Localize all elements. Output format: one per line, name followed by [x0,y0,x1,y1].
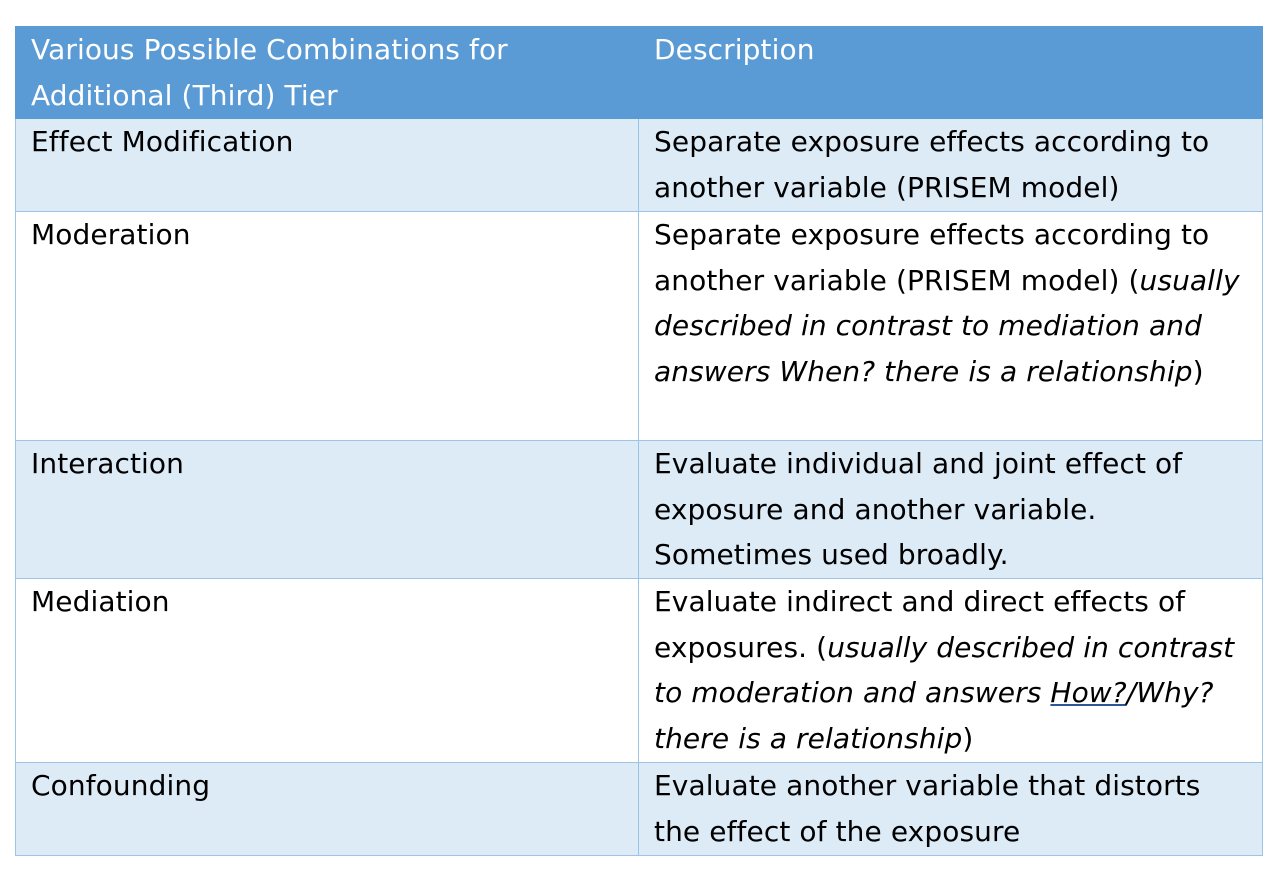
table-row [16,579,1263,763]
description-text: Separate exposure effects according to another variable (PRISEM model) [654,125,1210,204]
description-close-paren: ) [962,721,974,755]
header-cell-combinations: Various Possible Combinations for Additional (Third) Tier [16,27,639,119]
table-row [16,119,1263,212]
description-text: Separate exposure effects according to another variable (PRISEM model) [654,218,1210,297]
description-cell [639,441,1263,579]
description-cell [639,763,1263,856]
description-underlined: How? [1050,676,1127,709]
table-body [16,119,1263,856]
description-cell [639,119,1263,212]
term-cell: Effect Modification [16,119,639,212]
combinations-table [15,26,1263,856]
table-row [16,441,1263,579]
table-row [16,763,1263,856]
description-cell [639,579,1263,763]
description-text: Evaluate individual and joint effect of exposure and another variable. Sometimes used broadly. [654,447,1183,571]
description-close-paren: ) [1192,354,1204,388]
term-cell: Interaction [16,441,639,579]
description-italic-tail: /Why? there is a relationship [654,676,1214,755]
description-text: Evaluate another variable that distorts the effect of the exposure [654,769,1201,848]
term-cell: Mediation [16,579,639,763]
term-cell: Confounding [16,763,639,856]
term-cell: Moderation [16,212,639,441]
description-italic: usually described in contrast to mediation and answers When? there is a relationship [654,263,1240,388]
description-cell [639,212,1263,441]
description-text: Evaluate indirect and direct effects of exposures. ( [654,585,1186,664]
header-row [16,27,1263,119]
table-row [16,212,1263,441]
table-header [16,27,1263,119]
header-cell-description: Description [639,27,1263,119]
description-open-paren: ( [1119,263,1140,297]
description-italic: usually described in contrast to moderation and answers [654,630,1235,709]
